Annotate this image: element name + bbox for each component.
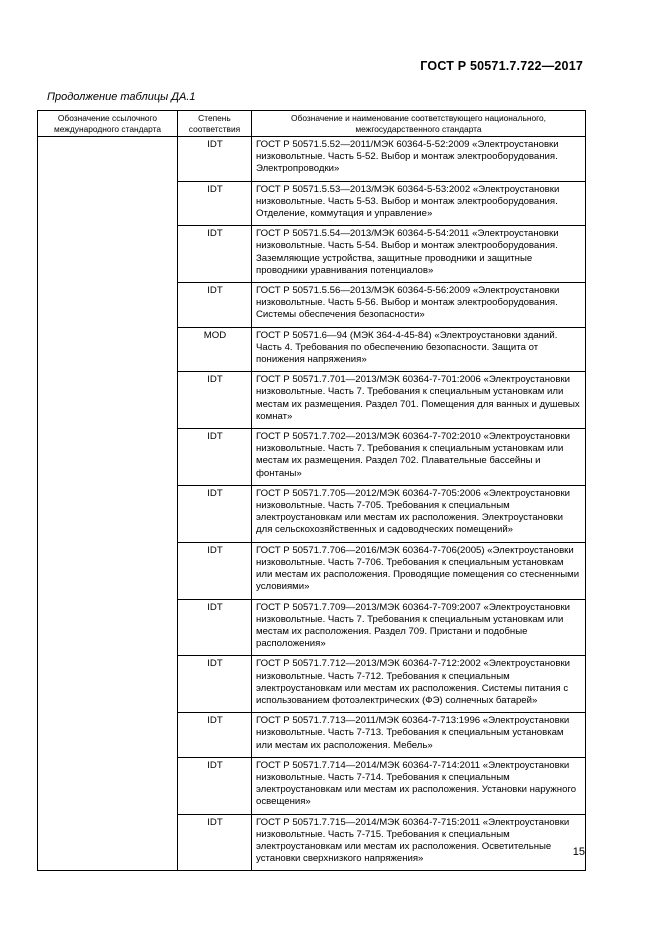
table-caption: Продолжение таблицы ДА.1: [47, 91, 196, 103]
national-standard-cell: ГОСТ Р 50571.7.712—2013/МЭК 60364-7-712:2002 «Электроустановки низковольтные. Часть 7-712. Требования к специальным электроустановкам или местам их расположения. Системы питания с использованием фотоэлектрических (ФЭ) солнечных батарей»: [252, 656, 586, 713]
national-standard-cell: ГОСТ Р 50571.7.705—2012/МЭК 60364-7-705:2006 «Электроустановки низковольтные. Часть 7-705. Требования к специальным электроустановкам или местам их расположения. Электроустановки для сельскохозяйственных и садоводческих помещений»: [252, 485, 586, 542]
table-body: [38, 137, 586, 871]
column-header-national: Обозначение и наименование соответствующего национального, межгосударственного стандарта: [252, 111, 586, 137]
national-standard-cell: ГОСТ Р 50571.7.702—2013/МЭК 60364-7-702:2010 «Электроустановки низковольтные. Часть 7. Требования к специальным установкам или местам их размещения. Раздел 702. Плавательные бассейны и фонтаны»: [252, 429, 586, 486]
national-standard-cell: ГОСТ Р 50571.7.706—2016/МЭК 60364-7-706(2005) «Электроустановки низковольтные. Часть 7-706. Требования к специальным установкам или местам их расположения. Проводящие помещения со стесненными условиями»: [252, 542, 586, 599]
page-number: 15: [572, 846, 585, 858]
degree-cell: IDT: [178, 283, 252, 328]
column-header-degree: Степень соответствия: [178, 111, 252, 137]
national-standard-cell: ГОСТ Р 50571.6—94 (МЭК 364-4-45-84) «Электроустановки зданий. Часть 4. Требования по обеспечению безопасности. Защита от понижения напряжения»: [252, 327, 586, 372]
document-header: ГОСТ Р 50571.7.722—2017: [420, 59, 583, 73]
national-standard-cell: ГОСТ Р 50571.7.714—2014/МЭК 60364-7-714:2011 «Электроустановки низковольтные. Часть 7-714. Требования к специальным электроустановкам или местам их расположения. Установки наружного освещения»: [252, 757, 586, 814]
degree-cell: IDT: [178, 713, 252, 758]
degree-cell: IDT: [178, 814, 252, 871]
national-standard-cell: ГОСТ Р 50571.5.52—2011/МЭК 60364-5-52:2009 «Электроустановки низковольтные. Часть 5-52. Выбор и монтаж электрооборудования. Электропроводки»: [252, 137, 586, 182]
degree-cell: MOD: [178, 327, 252, 372]
degree-cell: IDT: [178, 757, 252, 814]
national-standard-cell: ГОСТ Р 50571.7.709—2013/МЭК 60364-7-709:2007 «Электроустановки низковольтные. Часть 7. Требования к специальным установкам или местам их расположения. Раздел 709. Пристани и подобные расположения»: [252, 599, 586, 656]
degree-cell: IDT: [178, 226, 252, 283]
national-standard-cell: ГОСТ Р 50571.5.56—2013/МЭК 60364-5-56:2009 «Электроустановки низковольтные. Часть 5-56. Выбор и монтаж электрооборудования. Системы обеспечения безопасности»: [252, 283, 586, 328]
table-header-row: [38, 111, 586, 137]
degree-cell: IDT: [178, 656, 252, 713]
standards-table: [37, 110, 586, 871]
degree-cell: IDT: [178, 137, 252, 182]
column-header-international: Обозначение ссылочного международного стандарта: [38, 111, 178, 137]
national-standard-cell: ГОСТ Р 50571.5.54—2013/МЭК 60364-5-54:2011 «Электроустановки низковольтные. Часть 5-54. Выбор и монтаж электрооборудования. Заземляющие устройства, защитные проводники и защитные проводники уравнивания потенциалов»: [252, 226, 586, 283]
degree-cell: IDT: [178, 429, 252, 486]
degree-cell: IDT: [178, 181, 252, 226]
national-standard-cell: ГОСТ Р 50571.7.713—2011/МЭК 60364-7-713:1996 «Электроустановки низковольтные. Часть 7-713. Требования к специальным установкам или местам их расположения. Мебель»: [252, 713, 586, 758]
degree-cell: IDT: [178, 485, 252, 542]
degree-cell: IDT: [178, 542, 252, 599]
degree-cell: IDT: [178, 372, 252, 429]
national-standard-cell: ГОСТ Р 50571.7.701—2013/МЭК 60364-7-701:2006 «Электроустановки низковольтные. Часть 7. Требования к специальным установкам или местам их размещения. Раздел 701. Помещения для ванных и душевых комнат»: [252, 372, 586, 429]
international-standard-cell: [38, 137, 178, 871]
degree-cell: IDT: [178, 599, 252, 656]
table-row: [38, 137, 586, 182]
national-standard-cell: ГОСТ Р 50571.7.715—2014/МЭК 60364-7-715:2011 «Электроустановки низковольтные. Часть 7-715. Требования к специальным электроустановкам или местам их расположения. Осветительные установки сверхнизкого напряжения»: [252, 814, 586, 871]
national-standard-cell: ГОСТ Р 50571.5.53—2013/МЭК 60364-5-53:2002 «Электроустановки низковольтные. Часть 5-53. Выбор и монтаж электрооборудования. Отделение, коммутация и управление»: [252, 181, 586, 226]
